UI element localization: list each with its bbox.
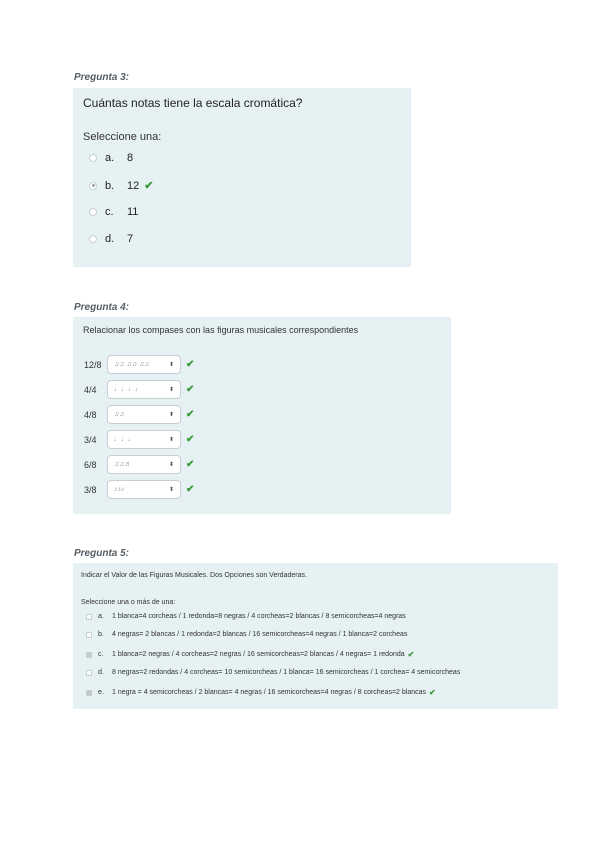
match-select[interactable] (107, 480, 181, 499)
select-arrow-icon: ⬍ (168, 462, 174, 468)
match-label: 4/8 (84, 409, 97, 420)
match-row (84, 455, 194, 474)
select-arrow-icon: ⬍ (168, 362, 174, 368)
checkbox-option-a[interactable] (86, 613, 406, 620)
radio-button[interactable] (89, 154, 97, 162)
radio-button[interactable] (89, 235, 97, 243)
option-text: 1 blanca=2 negras / 4 corcheas=2 negras / 16 semicorcheas=2 blancas / 4 negras= 1 redonda (112, 651, 405, 658)
question-5-label: Pregunta 5: (74, 548, 130, 559)
checkbox-option-d[interactable] (86, 669, 460, 676)
option-letter: a. (98, 613, 104, 620)
checkbox-checked[interactable] (86, 690, 92, 696)
radio-button-selected[interactable] (89, 182, 97, 190)
checkbox-option-c[interactable] (86, 650, 414, 659)
check-icon: ✔ (407, 650, 415, 659)
check-icon: ✔ (186, 484, 195, 495)
option-text: 12 (127, 179, 140, 192)
option-letter: a. (105, 152, 115, 164)
match-label: 4/4 (84, 384, 97, 395)
select-value: ♫♫ ♫♫ ♫♫ (114, 361, 150, 368)
option-text: 8 negras=2 redondas / 4 corcheas= 10 semicorcheas / 1 blanca= 16 semicorcheas / 1 corchea= 4 semicorcheas (112, 669, 461, 676)
select-arrow-icon: ⬍ (168, 487, 174, 493)
select-value: ♫♫ (114, 411, 125, 418)
option-letter: d. (98, 669, 104, 676)
question-4-text: Relacionar los compases con las figuras musicales correspondientes (83, 325, 359, 335)
option-text: 8 (127, 152, 134, 164)
question-5-select-label: Seleccione una o más de una: (81, 599, 176, 606)
select-value: ♩♩♩♩ (114, 386, 142, 393)
option-letter: c. (105, 206, 114, 218)
match-row (84, 355, 194, 374)
match-label: 12/8 (84, 359, 102, 370)
option-text: 4 negras= 2 blancas / 1 redonda=2 blancas / 16 semicorcheas=4 negras / 1 blanca=2 corcheas (112, 631, 408, 638)
check-icon: ✔ (144, 180, 154, 192)
match-select[interactable] (107, 455, 181, 474)
radio-button[interactable] (89, 208, 97, 216)
checkbox-option-e[interactable] (86, 688, 436, 697)
checkbox[interactable] (86, 632, 92, 638)
check-icon: ✔ (186, 359, 195, 370)
option-text: 7 (127, 233, 134, 245)
option-text: 1 negra = 4 semicorcheas / 2 blancas= 4 negras / 16 semicorcheas=4 negras / 8 corcheas=2 blancas (112, 689, 427, 696)
checkbox[interactable] (86, 614, 92, 620)
option-text: 11 (127, 206, 139, 218)
match-select[interactable] (107, 355, 181, 374)
checkbox-option-b[interactable] (86, 631, 407, 638)
check-icon: ✔ (186, 459, 195, 470)
check-icon: ✔ (186, 409, 195, 420)
check-icon: ✔ (186, 434, 195, 445)
option-letter: c. (98, 651, 104, 658)
match-row (84, 380, 194, 399)
option-a[interactable] (89, 152, 133, 164)
select-arrow-icon: ⬍ (168, 387, 174, 393)
question-3-panel (73, 88, 411, 267)
match-row (84, 405, 194, 424)
check-icon: ✔ (186, 384, 195, 395)
select-arrow-icon: ⬍ (168, 437, 174, 443)
match-select[interactable] (107, 405, 181, 424)
select-arrow-icon: ⬍ (168, 412, 174, 418)
question-5-text: Indicar el Valor de las Figuras Musicales. Dos Opciones son Verdaderas. (81, 572, 307, 579)
option-letter: e. (98, 689, 104, 696)
question-4-label: Pregunta 4: (74, 302, 130, 313)
question-3-text: Cuántas notas tiene la escala cromática? (83, 96, 303, 110)
select-value: ♩♩♩ (114, 436, 135, 443)
select-value: ♪♪♪ (114, 486, 125, 493)
option-text: 1 blanca=4 corcheas / 1 redonda=8 negras / 4 corcheas=2 blancas / 8 semicorcheas=4 negras (112, 613, 406, 620)
match-select[interactable] (107, 380, 181, 399)
match-label: 3/8 (84, 484, 97, 495)
checkbox[interactable] (86, 670, 92, 676)
question-4-panel (73, 317, 451, 514)
question-5-panel (73, 563, 558, 709)
match-row (84, 430, 194, 449)
select-value: ♫♫♬ (114, 461, 132, 468)
option-letter: b. (105, 179, 115, 192)
question-3-label: Pregunta 3: (74, 72, 130, 83)
match-label: 3/4 (84, 434, 97, 445)
option-b[interactable] (89, 179, 153, 192)
checkbox-checked[interactable] (86, 652, 92, 658)
match-row (84, 480, 194, 499)
match-select[interactable] (107, 430, 181, 449)
option-d[interactable] (89, 233, 133, 245)
option-letter: d. (105, 233, 115, 245)
option-c[interactable] (89, 206, 138, 218)
option-letter: b. (98, 631, 104, 638)
match-label: 6/8 (84, 459, 97, 470)
question-3-select-label: Seleccione una: (83, 131, 162, 143)
check-icon: ✔ (429, 688, 436, 697)
